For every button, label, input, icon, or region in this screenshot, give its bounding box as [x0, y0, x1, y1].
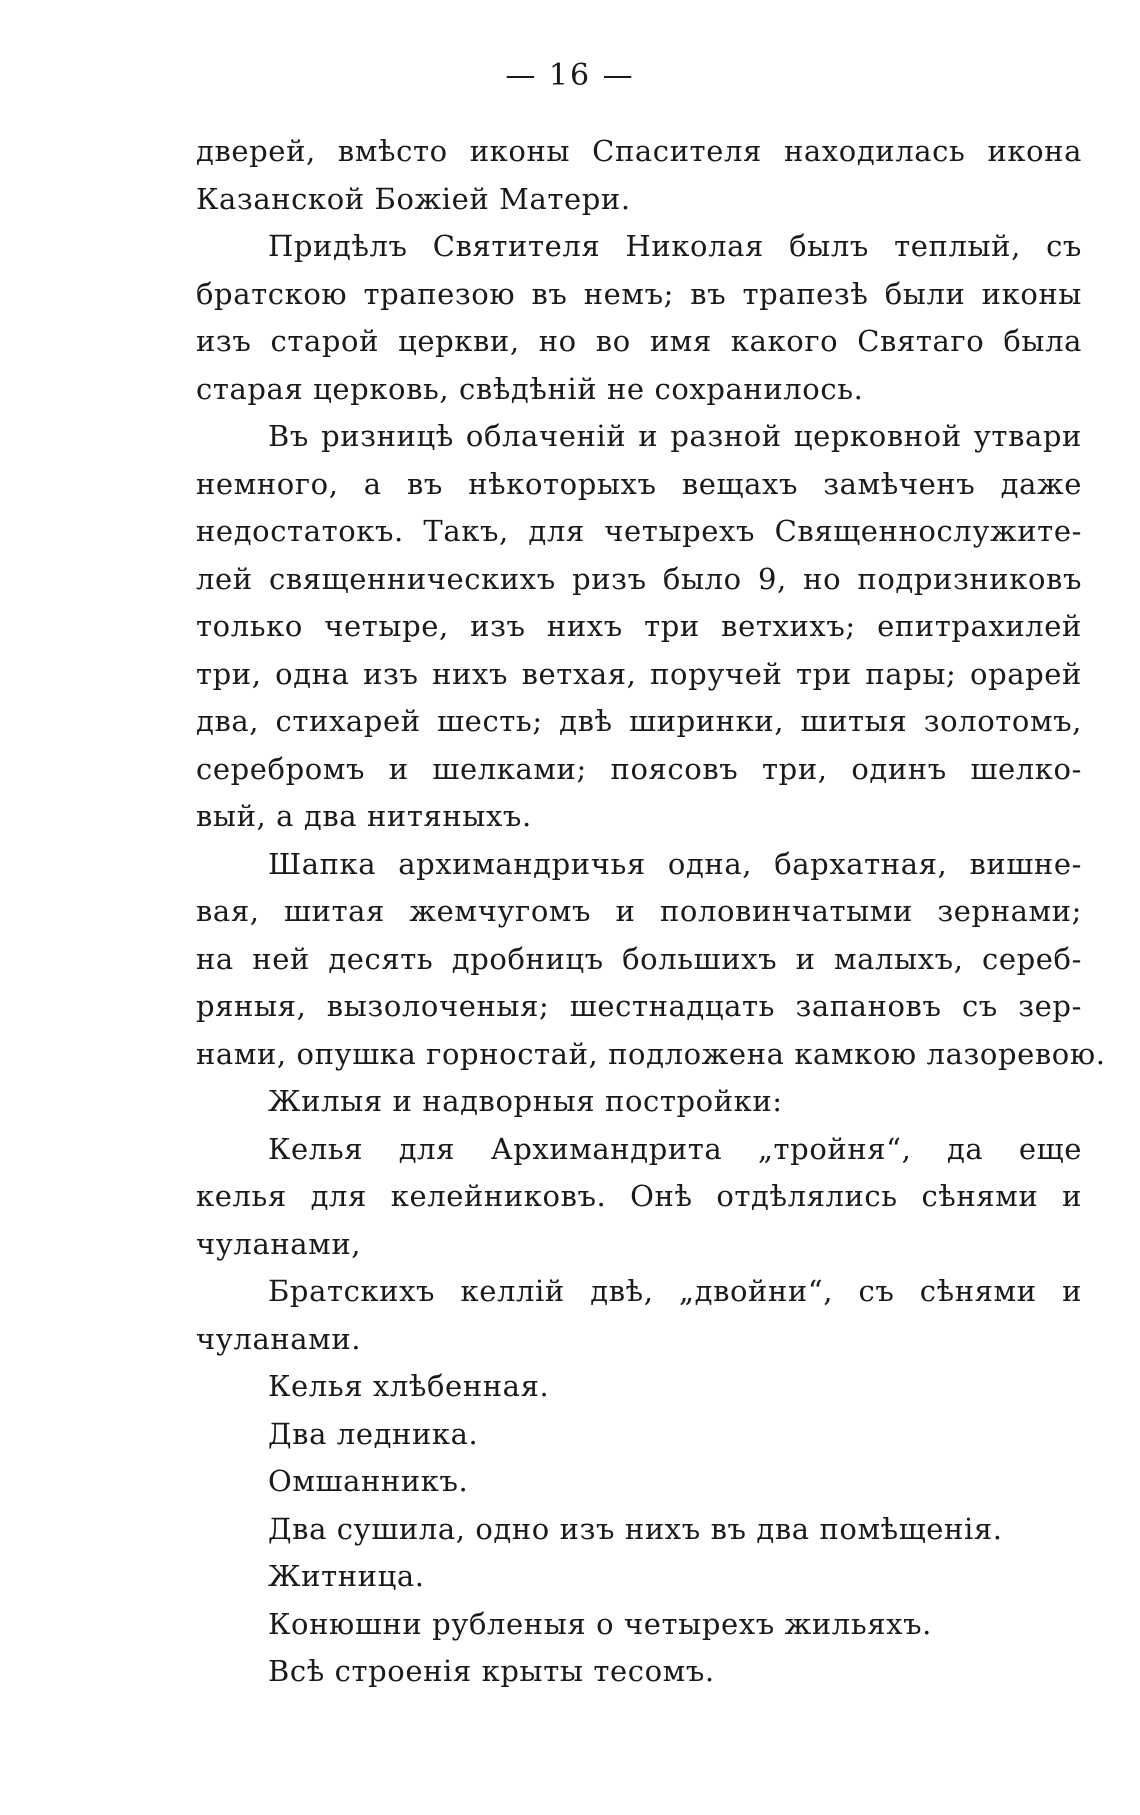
list-item: Всѣ строенія крыты тесомъ. [268, 1654, 715, 1688]
text-line: вая, шитая жемчугомъ и половинчатыми зернами; [196, 894, 1082, 928]
text-line: нами, опушка горностай, подложена камкою лазоревою. [196, 1036, 1106, 1071]
text-line: серебромъ и шелками; поясовъ три, одинъ шелко- [196, 751, 1082, 786]
text-line: недостатокъ. Такъ, для четырехъ Священнослужите- [196, 514, 1082, 548]
list-item: Конюшни рубленыя о четырехъ жильяхъ. [268, 1606, 932, 1641]
text-line: ряныя, вызолоченыя; шестнадцать запановъ съ зер- [196, 989, 1082, 1023]
text-line: старая церковь, свѣдѣній не сохранилось. [196, 371, 864, 406]
list-item: Келья хлѣбенная. [268, 1369, 550, 1403]
text-line: лей священническихъ ризъ было 9, но подризниковъ [196, 561, 1082, 596]
text-line: Въ ризницѣ облаченій и разной церковной утвари [268, 419, 1082, 453]
text-line: Шапка архимандричья одна, бархатная, вишне- [268, 846, 1082, 881]
text-line: Братскихъ келлій двѣ, „двойни“, съ сѣнями и [268, 1274, 1082, 1308]
text-line: на ней десять дробницъ большихъ и малыхъ, сереб- [196, 941, 1082, 976]
text-line: чуланами, [196, 1226, 362, 1261]
text-line: Придѣлъ Святителя Николая былъ теплый, съ [268, 229, 1082, 263]
text-line: Казанской Божіей Матери. [196, 181, 631, 216]
text-line: келья для келейниковъ. Онѣ отдѣлялись сѣнями и [196, 1179, 1082, 1213]
text-line: два, стихарей шесть; двѣ ширинки, шитыя золотомъ, [196, 704, 1082, 738]
list-item: Два сушила, одно изъ нихъ въ два помѣщенія. [268, 1511, 1003, 1546]
text-line: вый, а два нитяныхъ. [196, 799, 532, 833]
text-line: только четыре, изъ нихъ три ветхихъ; епитрахилей [196, 609, 1082, 643]
text-line: Жилыя и надворныя постройки: [268, 1084, 783, 1118]
text-line: чуланами. [196, 1321, 362, 1356]
text-line: немного, а въ нѣкоторыхъ вещахъ замѣченъ даже [196, 466, 1082, 501]
list-item: Омшанникъ. [268, 1464, 469, 1498]
text-line: изъ старой церкви, но во имя какого Святаго была [196, 324, 1082, 358]
list-item: Житница. [268, 1559, 425, 1593]
text-line: Келья для Архимандрита „тройня“, да еще [268, 1131, 1082, 1166]
text-line: дверей, вмѣсто иконы Спасителя находилась икона [196, 134, 1082, 168]
list-item: Два ледника. [268, 1416, 479, 1451]
page-number: — 16 — [505, 58, 635, 93]
text-line: три, одна изъ нихъ ветхая, поручей три пары; орарей [196, 656, 1082, 691]
body-text [196, 128, 1106, 1696]
text-line: братскою трапезою въ немъ; въ трапезѣ были иконы [196, 276, 1082, 311]
